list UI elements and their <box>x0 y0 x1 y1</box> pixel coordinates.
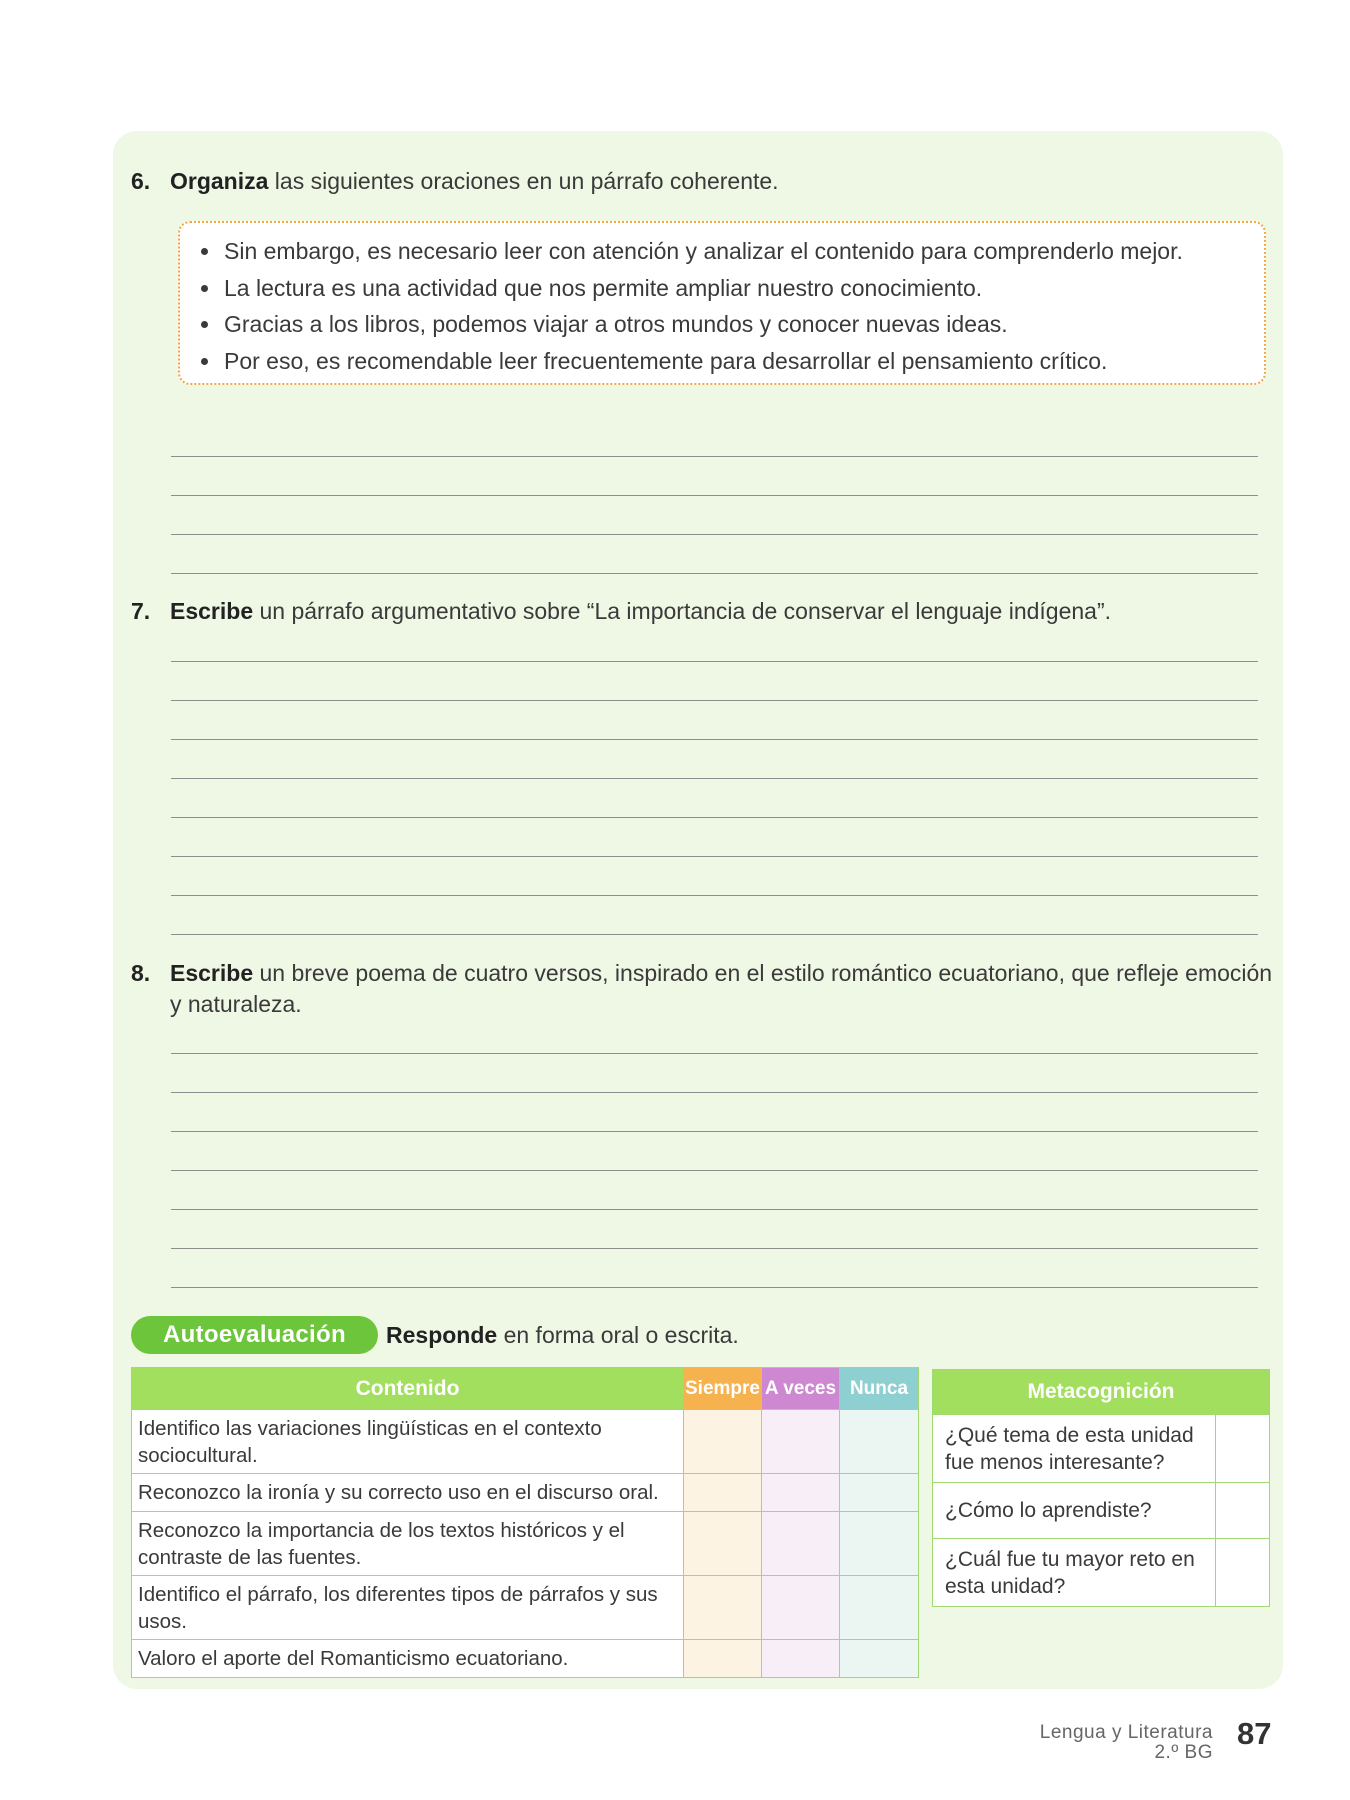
question-text: ¿Qué tema de esta unidad fue menos interesante? <box>933 1415 1216 1483</box>
instruction-verb: Escribe <box>170 598 254 624</box>
metacognition-table <box>932 1369 1270 1607</box>
answer-line[interactable] <box>171 1287 1258 1288</box>
cell-nunca[interactable] <box>840 1474 919 1512</box>
sentences-box <box>178 221 1266 385</box>
autoevaluacion-tag: Autoevaluación <box>131 1316 378 1354</box>
answer-line[interactable] <box>171 817 1258 818</box>
table-row <box>132 1512 919 1576</box>
question-text: ¿Cuál fue tu mayor reto en esta unidad? <box>933 1539 1216 1607</box>
list-item: La lectura es una actividad que nos permite ampliar nuestro conocimiento. <box>194 270 1183 307</box>
cell-nunca[interactable] <box>840 1512 919 1576</box>
autoevaluacion-instruction: Responde en forma oral o escrita. <box>386 1322 739 1348</box>
answer-line[interactable] <box>171 1053 1258 1054</box>
list-item: Sin embargo, es necesario leer con atención y analizar el contenido para comprenderlo mejor. <box>194 233 1183 270</box>
cell-a-veces[interactable] <box>762 1474 840 1512</box>
cell-a-veces[interactable] <box>762 1640 840 1678</box>
header-contenido: Contenido <box>132 1368 684 1410</box>
cell-siempre[interactable] <box>684 1640 762 1678</box>
instruction-text: un breve poema de cuatro versos, inspirado en el estilo romántico ecuatoriano, que refleje emoción y naturaleza. <box>170 960 1273 1017</box>
cell-nunca[interactable] <box>840 1576 919 1640</box>
cell-nunca[interactable] <box>840 1410 919 1474</box>
instruction-verb: Escribe <box>170 960 254 986</box>
self-evaluation-table <box>131 1367 919 1678</box>
answer-line[interactable] <box>171 934 1258 935</box>
answer-cell[interactable] <box>1216 1415 1270 1483</box>
cell-siempre[interactable] <box>684 1512 762 1576</box>
footer-subject <box>1040 1723 1213 1763</box>
table-row <box>132 1474 919 1512</box>
answer-line[interactable] <box>171 700 1258 701</box>
table-row <box>933 1415 1270 1483</box>
instruction-text: un párrafo argumentativo sobre “La importancia de conservar el lenguaje indígena”. <box>253 598 1112 624</box>
grade-label: 2.º BG <box>1154 1742 1213 1763</box>
table-row <box>132 1640 919 1678</box>
cell-a-veces[interactable] <box>762 1512 840 1576</box>
bullet-icon <box>201 285 208 292</box>
answer-line[interactable] <box>171 534 1258 535</box>
header-siempre: Siempre <box>684 1368 762 1410</box>
criterion-text: Valoro el aporte del Romanticismo ecuatoriano. <box>132 1640 684 1678</box>
table-row <box>933 1539 1270 1607</box>
answer-line[interactable] <box>171 573 1258 574</box>
answer-line[interactable] <box>171 778 1258 779</box>
bullet-icon <box>201 358 208 365</box>
answer-line[interactable] <box>171 895 1258 896</box>
cell-a-veces[interactable] <box>762 1410 840 1474</box>
page-number: 87 <box>1237 1716 1272 1751</box>
answer-line[interactable] <box>171 856 1258 857</box>
table-row <box>132 1576 919 1640</box>
answer-cell[interactable] <box>1216 1539 1270 1607</box>
answer-line[interactable] <box>171 1131 1258 1132</box>
question-number: 8. <box>131 960 151 986</box>
criterion-text: Reconozco la ironía y su correcto uso en el discurso oral. <box>132 1474 684 1512</box>
header-metacognicion: Metacognición <box>933 1370 1270 1415</box>
header-a-veces: A veces <box>762 1368 840 1410</box>
answer-line[interactable] <box>171 1248 1258 1249</box>
bullet-icon <box>201 321 208 328</box>
question-number: 7. <box>131 598 151 624</box>
cell-siempre[interactable] <box>684 1474 762 1512</box>
cell-siempre[interactable] <box>684 1576 762 1640</box>
criterion-text: Identifico las variaciones lingüísticas en el contexto sociocultural. <box>132 1410 684 1474</box>
instruction-text: las siguientes oraciones en un párrafo coherente. <box>268 168 779 194</box>
answer-line[interactable] <box>171 661 1258 662</box>
answer-line[interactable] <box>171 739 1258 740</box>
answer-line[interactable] <box>171 456 1258 457</box>
answer-line[interactable] <box>171 495 1258 496</box>
list-item: Por eso, es recomendable leer frecuentemente para desarrollar el pensamiento crítico. <box>194 343 1183 380</box>
answer-cell[interactable] <box>1216 1483 1270 1539</box>
criterion-text: Identifico el párrafo, los diferentes tipos de párrafos y sus usos. <box>132 1576 684 1640</box>
cell-a-veces[interactable] <box>762 1576 840 1640</box>
answer-line[interactable] <box>171 1170 1258 1171</box>
criterion-text: Reconozco la importancia de los textos históricos y el contraste de las fuentes. <box>132 1512 684 1576</box>
answer-line[interactable] <box>171 1209 1258 1210</box>
question-text: ¿Cómo lo aprendiste? <box>933 1483 1216 1539</box>
header-nunca: Nunca <box>840 1368 919 1410</box>
subject-label: Lengua y Literatura <box>1039 1722 1213 1743</box>
cell-siempre[interactable] <box>684 1410 762 1474</box>
bullet-icon <box>201 248 208 255</box>
question-number: 6. <box>131 168 151 194</box>
instruction-verb: Organiza <box>170 168 269 194</box>
table-row <box>132 1410 919 1474</box>
cell-nunca[interactable] <box>840 1640 919 1678</box>
list-item: Gracias a los libros, podemos viajar a otros mundos y conocer nuevas ideas. <box>194 306 1183 343</box>
table-row <box>933 1483 1270 1539</box>
answer-line[interactable] <box>171 1092 1258 1093</box>
